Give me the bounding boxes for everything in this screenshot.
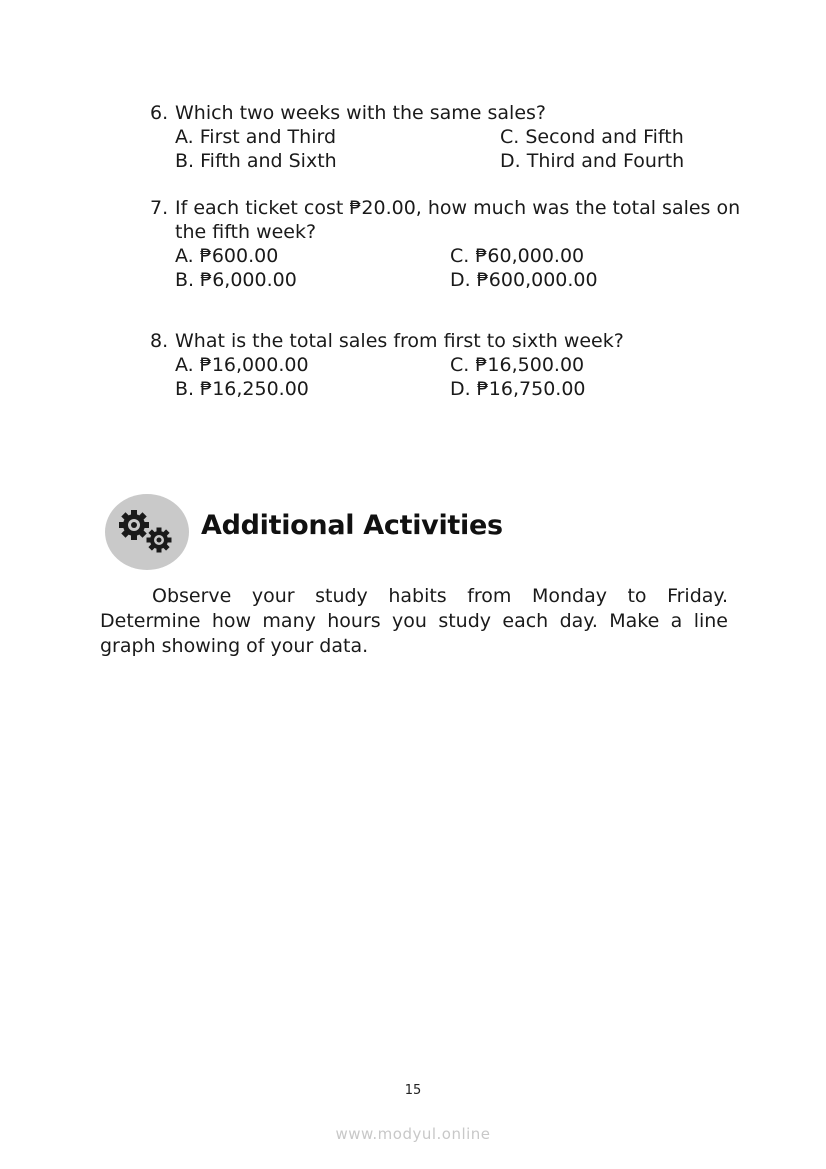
question-number: 8. xyxy=(150,330,169,352)
option-a: A. ₱16,000.00 xyxy=(175,354,309,376)
question-stem: What is the total sales from first to sixth week? xyxy=(175,330,624,352)
question-number: 6. xyxy=(150,102,169,124)
question-stem: Which two weeks with the same sales? xyxy=(175,102,546,124)
option-b: B. ₱16,250.00 xyxy=(175,378,309,400)
watermark: www.modyul.online xyxy=(335,1125,491,1143)
question-stem: If each ticket cost ₱20.00, how much was the total sales on xyxy=(175,197,741,219)
question-8 xyxy=(150,329,750,409)
option-d: D. Third and Fourth xyxy=(500,150,685,172)
option-c: C. Second and Fifth xyxy=(500,126,684,148)
question-number: 7. xyxy=(150,197,169,219)
activity-text: Observe your study habits from Monday to Friday. Determine how many hours you study each day. Make a line graph showing of your data. xyxy=(100,585,728,657)
activity-paragraph xyxy=(100,584,728,659)
section-title: Additional Activities xyxy=(201,510,503,541)
question-6 xyxy=(150,101,750,181)
option-d: D. ₱16,750.00 xyxy=(450,378,586,400)
gears-icon xyxy=(105,494,189,570)
option-c: C. ₱60,000.00 xyxy=(450,245,585,267)
option-b: B. Fifth and Sixth xyxy=(175,150,337,172)
question-7 xyxy=(150,196,750,296)
option-b: B. ₱6,000.00 xyxy=(175,269,297,291)
question-stem-line-2: the fifth week? xyxy=(175,221,317,243)
option-a: A. ₱600.00 xyxy=(175,245,279,267)
option-d: D. ₱600,000.00 xyxy=(450,269,598,291)
section-header xyxy=(103,494,723,574)
option-c: C. ₱16,500.00 xyxy=(450,354,585,376)
page-number: 15 xyxy=(404,1083,422,1098)
option-a: A. First and Third xyxy=(175,126,337,148)
